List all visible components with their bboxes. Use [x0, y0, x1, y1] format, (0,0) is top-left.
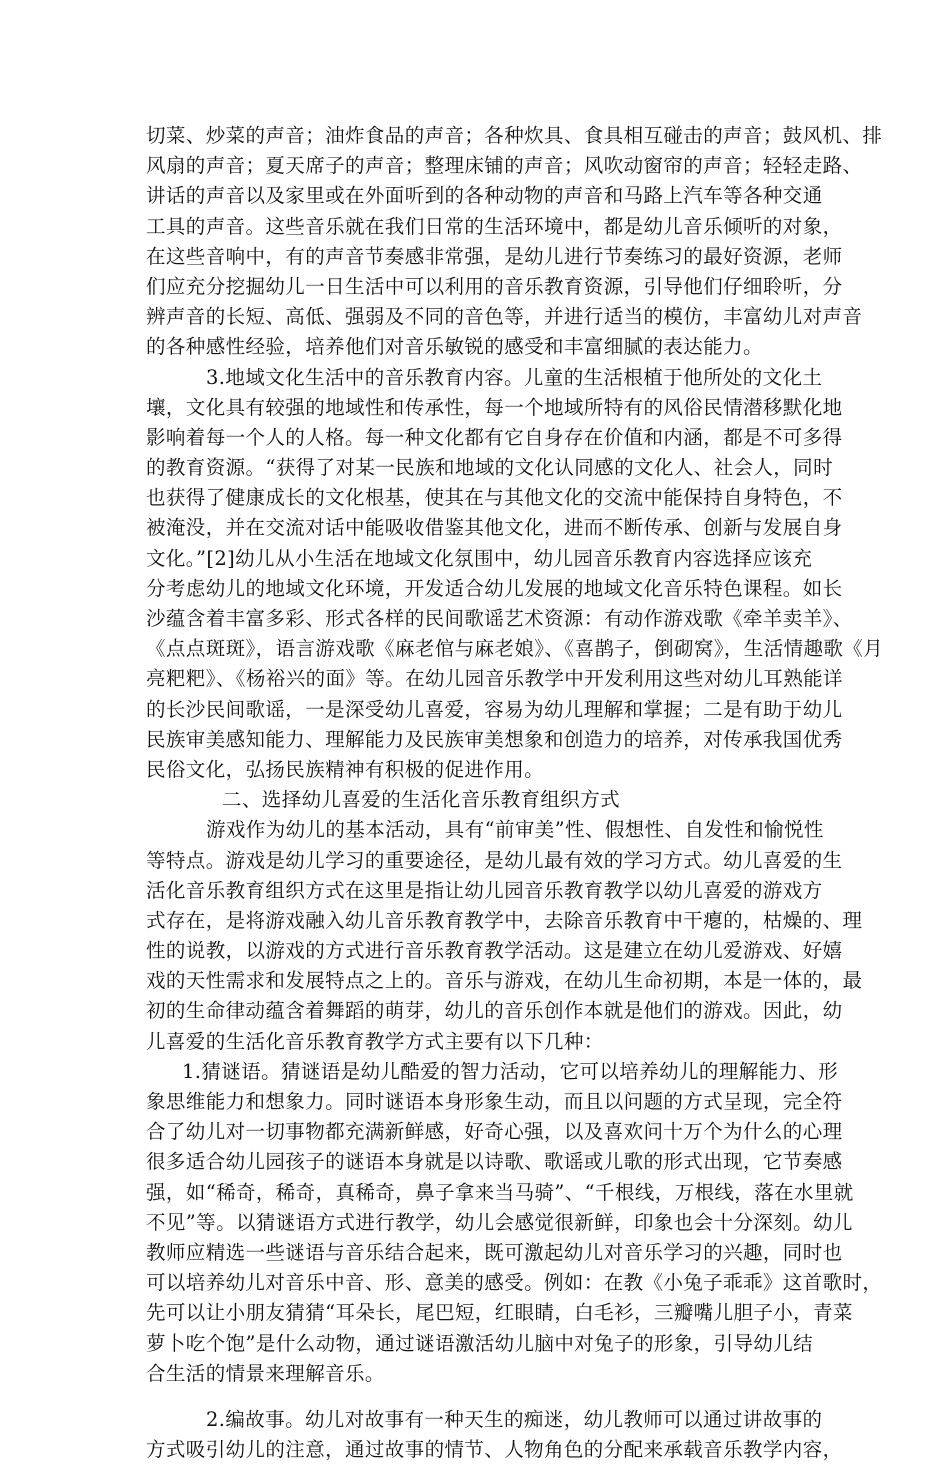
text-line: 性的说教，以游戏的方式进行音乐教育教学活动。这是建立在幼儿爱游戏、好嬉 [146, 939, 843, 963]
text-line: 强，如“稀奇，稀奇，真稀奇，鼻子拿来当马骑”、“千根线，万根线，落在水里就 [146, 1180, 854, 1204]
text-line: 民俗文化，弘扬民族精神有积极的促进作用。 [146, 757, 545, 781]
text-line: 游戏作为幼儿的基本活动，具有“前审美”性、假想性、自发性和愉悦性 [206, 818, 824, 842]
paragraph-regional-culture [146, 363, 884, 786]
text-line: 壤，文化具有较强的地域性和传承性，每一个地域所特有的风俗民情潜移默化地 [146, 395, 843, 419]
text-line: 萝卜吃个饱”是什么动物，通过谜语激活幼儿脑中对兔子的形象，引导幼儿结 [146, 1331, 814, 1355]
text-line: 《点点斑斑》，语言游戏歌《麻老倌与麻老娘》、《喜鹊子，倒砌窝》，生活情趣歌《月 [146, 637, 884, 661]
text-line: 可以培养幼儿对音乐中音、形、意美的感受。例如：在教《小兔子乖乖》这首歌时， [146, 1271, 883, 1295]
text-line: 合了幼儿对一切事物都充满新鲜感，好奇心强，以及喜欢问十万个为什么的心理 [146, 1120, 843, 1144]
text-line: 沙蕴含着丰富多彩、形式各样的民间歌谣艺术资源：有动作游戏歌《牵羊卖羊》、 [146, 607, 853, 630]
text-line: 在这些音响中，有的声音节奏感非常强，是幼儿进行节奏练习的最好资源，老师 [146, 244, 843, 268]
paragraph-gap [146, 1389, 812, 1405]
text-line: 文化。”[2]幼儿从小生活在地域文化氛围中，幼儿园音乐教育内容选择应该充 [146, 546, 813, 570]
paragraph-stories [146, 1405, 843, 1465]
paragraph-riddles [146, 1057, 883, 1389]
text-line: 先可以让小朋友猜猜“耳朵长，尾巴短，红眼睛，白毛衫，三瓣嘴儿胆子小，青菜 [146, 1301, 853, 1325]
text-line: 儿喜爱的生活化音乐教育教学方式主要有以下几种： [146, 1029, 604, 1053]
text-line: 象思维能力和想象力。同时谜语本身形象生动，而且以问题的方式呈现，完全符 [146, 1090, 843, 1113]
text-line: 等特点。游戏是幼儿学习的重要途径，是幼儿最有效的学习方式。幼儿喜爱的生 [146, 848, 843, 872]
text-line: 不见”等。以猜谜语方式进行教学，幼儿会感觉很新鲜，印象也会十分深刻。幼儿 [146, 1210, 853, 1234]
text-line: 讲话的声音以及家里或在外面听到的各种动物的声音和马路上汽车等各种交通 [146, 184, 823, 208]
text-line: 工具的声音。这些音乐就在我们日常的生活环境中，都是幼儿音乐倾听的对象， [146, 214, 843, 238]
text-line: 分考虑幼儿的地域文化环境，开发适合幼儿发展的地域文化音乐特色课程。如长 [146, 576, 843, 600]
text-line: 方式吸引幼儿的注意，通过故事的情节、人物角色的分配来承载音乐教学内容， [146, 1438, 843, 1462]
text-line: 风扇的声音；夏天席子的声音；整理床铺的声音；风吹动窗帘的声音；轻轻走路、 [146, 154, 863, 178]
text-line: 影响着每一个人的人格。每一种文化都有它自身存在价值和内涵，都是不可多得 [146, 425, 843, 449]
text-line: 的教育资源。“获得了对某一民族和地域的文化认同感的文化人、社会人，同时 [146, 456, 833, 480]
text-line: 1.猜谜语。猜谜语是幼儿酷爱的智力活动，它可以培养幼儿的理解能力、形 [182, 1059, 839, 1083]
paragraph-sounds [146, 121, 883, 363]
text-line: 民族审美感知能力、理解能力及民族审美想象和创造力的培养，对传承我国优秀 [146, 727, 843, 751]
text-line: 的各种感性经验，培养他们对音乐敏锐的感受和丰富细腻的表达能力。 [146, 335, 763, 359]
text-line: 初的生命律动蕴含着舞蹈的萌芽，幼儿的音乐创作本就是他们的游戏。因此，幼 [146, 999, 843, 1023]
text-line: 被淹没，并在交流对话中能吸收借鉴其他文化，进而不断传承、创新与发展自身 [146, 516, 843, 540]
section-title: 二、选择幼儿喜爱的生活化音乐教育组织方式 [222, 788, 621, 812]
text-line: 合生活的情景来理解音乐。 [146, 1361, 385, 1385]
text-line: 式存在，是将游戏融入幼儿音乐教育教学中，去除音乐教育中干瘪的，枯燥的、理 [146, 908, 863, 932]
text-line: 很多适合幼儿园孩子的谜语本身就是以诗歌、歌谣或儿歌的形式出现，它节奏感 [146, 1150, 843, 1174]
text-line: 2.编故事。幼儿对故事有一种天生的痴迷，幼儿教师可以通过讲故事的 [206, 1407, 823, 1431]
section-heading [146, 785, 812, 815]
text-line: 切菜、炒菜的声音；油炸食品的声音；各种炊具、食具相互碰击的声音；鼓风机、排 [146, 124, 883, 147]
text-line: 教师应精选一些谜语与音乐结合起来，既可激起幼儿对音乐学习的兴趣，同时也 [146, 1240, 843, 1264]
text-line: 也获得了健康成长的文化根基，使其在与其他文化的交流中能保持自身特色，不 [146, 486, 843, 510]
text-line: 们应充分挖掘幼儿一日生活中可以利用的音乐教育资源，引导他们仔细聆听，分 [146, 274, 843, 298]
text-line: 3.地域文化生活中的音乐教育内容。儿童的生活根植于他所处的文化土 [206, 365, 823, 389]
text-line: 辨声音的长短、高低、强弱及不同的音色等，并进行适当的模仿，丰富幼儿对声音 [146, 305, 863, 329]
paragraph-games [146, 815, 863, 1057]
text-line: 亮粑粑》、《杨裕兴的面》等。在幼儿园音乐教学中开发利用这些对幼儿耳熟能详 [146, 667, 843, 691]
text-line: 活化音乐教育组织方式在这里是指让幼儿园音乐教育教学以幼儿喜爱的游戏方 [146, 878, 823, 902]
text-line: 的长沙民间歌谣，一是深受幼儿喜爱，容易为幼儿理解和掌握；二是有助于幼儿 [146, 697, 843, 721]
text-line: 戏的天性需求和发展特点之上的。音乐与游戏，在幼儿生命初期，本是一体的，最 [146, 969, 863, 993]
document-page [146, 121, 884, 1465]
